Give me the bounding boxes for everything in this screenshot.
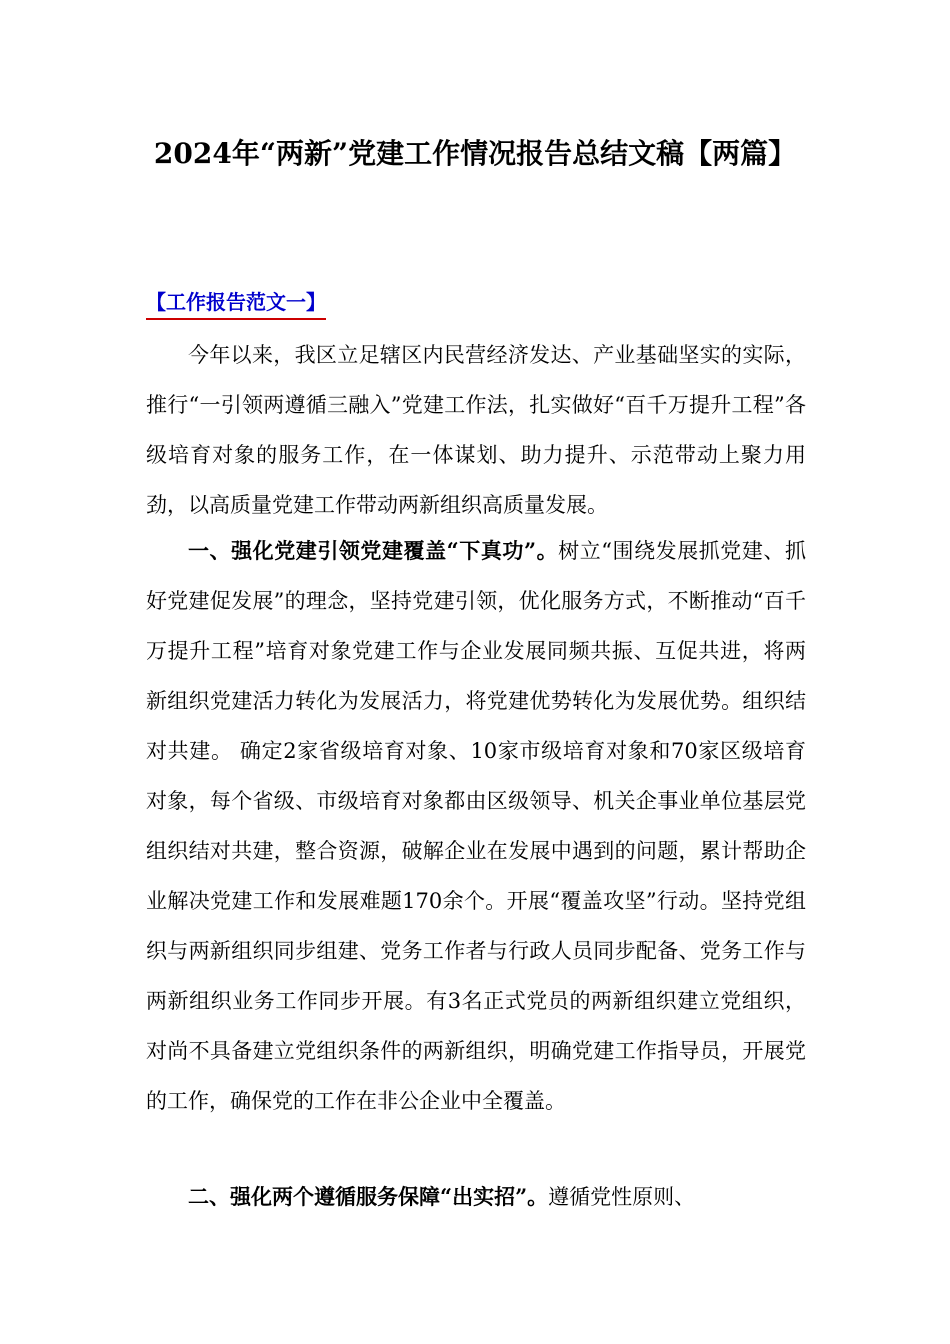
document-title: 2024年“两新”党建工作情况报告总结文稿【两篇】 bbox=[153, 137, 797, 170]
paragraph-section-one bbox=[146, 526, 806, 1126]
paragraph-intro bbox=[146, 330, 806, 530]
section-one-heading: 一、强化党建引领党建覆盖“下真功”。 bbox=[188, 538, 559, 563]
section-two-text: 遵循党性原则、 bbox=[548, 1185, 696, 1209]
paragraph-section-two bbox=[146, 1172, 806, 1222]
section-one-text: 树立“围绕发展抓党建、抓好党建促发展”的理念，坚持党建引领，优化服务方式，不断推动“百千万提升工程”培育对象党建工作与企业发展同频共振、互促共进，将两新组织党建活力转化为发展活力，将党建优势转化为发展优势。组织结对共建。 确定2家省级培育对象、10家市级培育对象和70家区级培育对象，每个省级、市级培育对象都由区级领导、机关企事业单位基层党组织结对共建，整合资源，破解企业在发展中遇到的问题，累计帮助企业解决党建工作和发展难题170余个。开展“覆盖攻坚”行动。坚持党组织与两新组织同步组建、党务工作者与行政人员同步配备、党务工作与两新组织业务工作同步开展。有3名正式党员的两新组织建立党组织， 对尚不具备建立党组织条件的两新组织，明确党建工作指导员，开展党的工作，确保党的工作在非公企业中全覆盖。 bbox=[146, 539, 806, 1113]
section-label-link[interactable]: 【工作报告范文一】 bbox=[146, 288, 326, 320]
section-two-heading: 二、强化两个遵循服务保障“出实招”。 bbox=[188, 1184, 549, 1209]
paragraph-intro-text: 今年以来，我区立足辖区内民营经济发达、产业基础坚实的实际，推行“一引领两遵循三融入”党建工作法，扎实做好“百千万提升工程”各级培育对象的服务工作，在一体谋划、助力提升、示范带动上聚力用劲，以高质量党建工作带动两新组织高质量发展。 bbox=[146, 343, 806, 517]
